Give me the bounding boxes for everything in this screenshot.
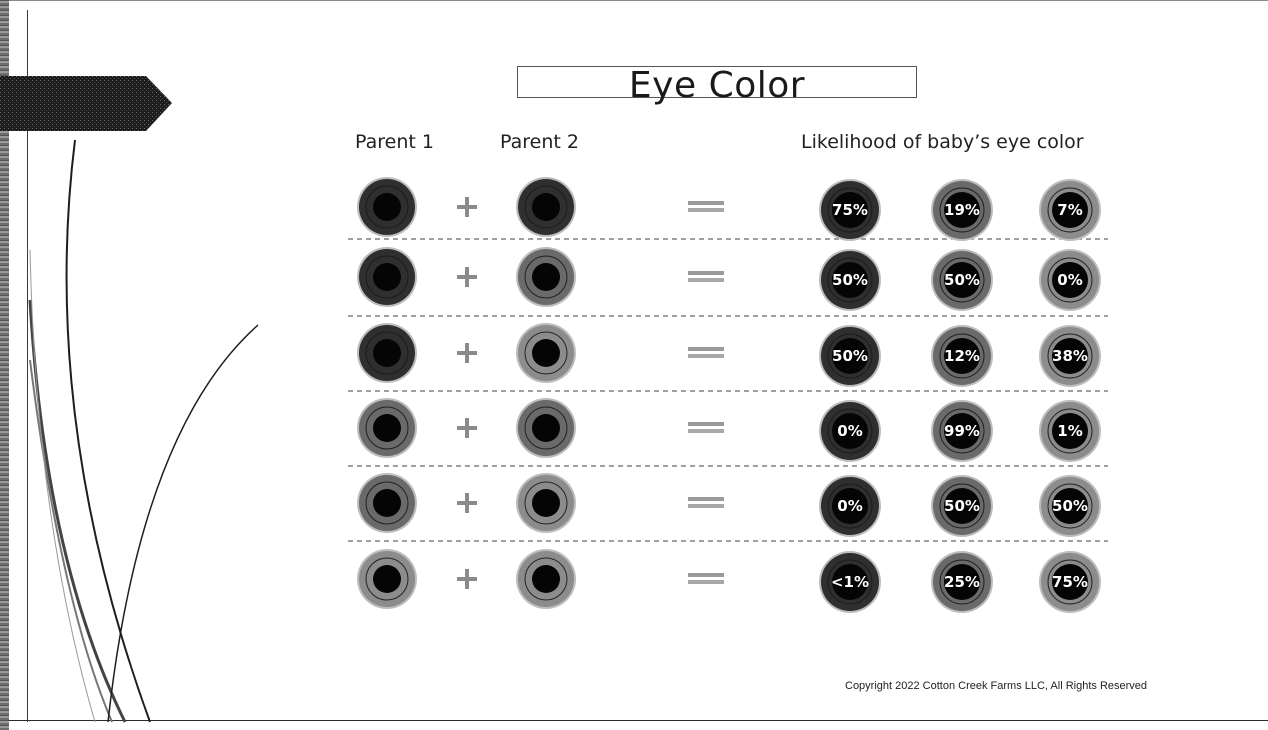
plus-icon bbox=[457, 493, 477, 513]
plus-icon bbox=[457, 197, 477, 217]
plus-icon bbox=[457, 267, 477, 287]
illegible-note-mark bbox=[688, 347, 724, 358]
parent1-eye-brown bbox=[357, 247, 417, 307]
parent2-eye-blue bbox=[516, 473, 576, 533]
parent1-eye-brown bbox=[357, 323, 417, 383]
illegible-note-mark bbox=[688, 201, 724, 212]
likelihood-percent: 50% bbox=[944, 271, 980, 289]
plus-icon bbox=[457, 343, 477, 363]
likelihood-percent: 75% bbox=[832, 201, 868, 219]
plus-icon bbox=[457, 418, 477, 438]
likelihood-percent: <1% bbox=[830, 573, 870, 591]
likelihood-percent: 38% bbox=[1052, 347, 1088, 365]
illegible-note-mark bbox=[688, 497, 724, 508]
parent2-eye-green bbox=[516, 398, 576, 458]
parent1-header: Parent 1 bbox=[355, 131, 434, 153]
likelihood-percent: 99% bbox=[944, 422, 980, 440]
parent1-eye-brown bbox=[357, 177, 417, 237]
likelihood-percent: 50% bbox=[832, 347, 868, 365]
likelihood-percent: 50% bbox=[832, 271, 868, 289]
likelihood-percent: 1% bbox=[1057, 422, 1083, 440]
likelihood-percent: 19% bbox=[944, 201, 980, 219]
parent1-eye-green bbox=[357, 473, 417, 533]
illegible-note-mark bbox=[688, 271, 724, 282]
likelihood-percent: 7% bbox=[1057, 201, 1083, 219]
likelihood-percent: 50% bbox=[1052, 497, 1088, 515]
page-title: Eye Color bbox=[628, 65, 806, 106]
likelihood-percent: 75% bbox=[1052, 573, 1088, 591]
likelihood-percent: 50% bbox=[944, 497, 980, 515]
parent1-eye-green bbox=[357, 398, 417, 458]
parent2-eye-blue bbox=[516, 549, 576, 609]
likelihood-percent: 0% bbox=[837, 497, 863, 515]
parent2-eye-green bbox=[516, 247, 576, 307]
illegible-note-mark bbox=[688, 573, 724, 584]
likelihood-percent: 0% bbox=[1057, 271, 1083, 289]
parent2-eye-blue bbox=[516, 323, 576, 383]
illegible-note-mark bbox=[688, 422, 724, 433]
parent1-eye-blue bbox=[357, 549, 417, 609]
parent2-eye-brown bbox=[516, 177, 576, 237]
likelihood-header: Likelihood of baby’s eye color bbox=[801, 131, 1084, 153]
likelihood-percent: 25% bbox=[944, 573, 980, 591]
likelihood-percent: 0% bbox=[837, 422, 863, 440]
plus-icon bbox=[457, 569, 477, 589]
parent2-header: Parent 2 bbox=[500, 131, 579, 153]
likelihood-percent: 12% bbox=[944, 347, 980, 365]
copyright-notice: Copyright 2022 Cotton Creek Farms LLC, All Rights Reserved bbox=[845, 680, 1148, 692]
